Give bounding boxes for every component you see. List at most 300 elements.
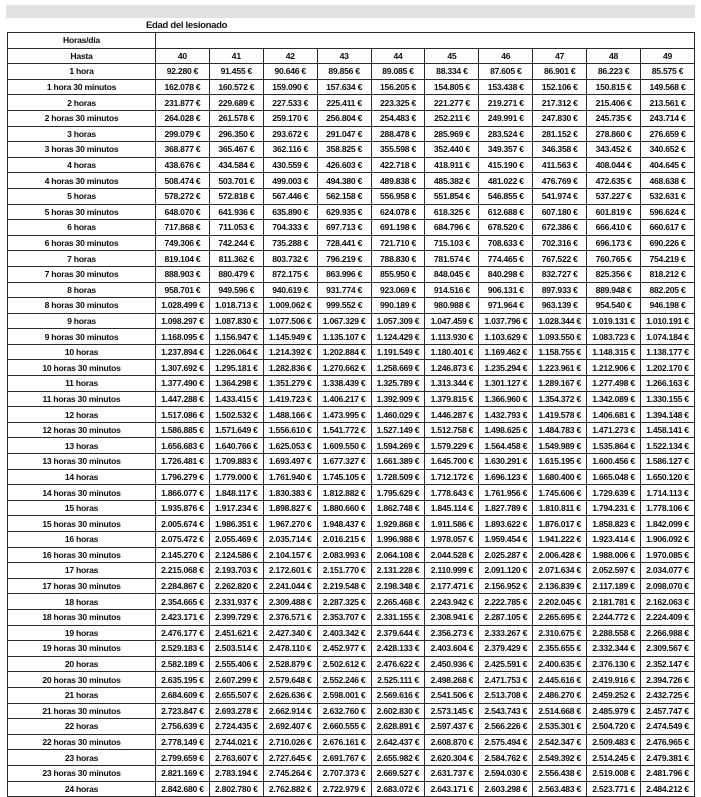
row-label: 22 horas: [8, 719, 156, 735]
rate-cell: 2.655.982 €: [371, 750, 425, 766]
rate-cell: 1.366.960 €: [479, 391, 533, 407]
rate-cell: 278.860 €: [587, 126, 641, 142]
rate-cell: 1.180.401 €: [425, 344, 479, 360]
rate-cell: 1.906.092 €: [641, 532, 695, 548]
table-row: [8, 110, 695, 126]
rate-cell: 2.541.506 €: [425, 687, 479, 703]
rate-cell: 1.970.085 €: [641, 547, 695, 563]
row-label: 13 horas 30 minutos: [8, 454, 156, 470]
rate-cell: 556.958 €: [371, 188, 425, 204]
rate-cell: 256.804 €: [317, 110, 371, 126]
rate-cell: 2.756.639 €: [156, 719, 210, 735]
rate-cell: 1.880.660 €: [317, 500, 371, 516]
rate-cell: 2.692.407 €: [263, 719, 317, 735]
rate-cell: 1.330.155 €: [641, 391, 695, 407]
rate-cell: 485.382 €: [425, 173, 479, 189]
rate-cell: 2.607.299 €: [209, 672, 263, 688]
rate-cell: 1.778.106 €: [641, 500, 695, 516]
row-label: 24 horas: [8, 781, 156, 797]
rate-cell: 2.445.616 €: [533, 672, 587, 688]
rate-cell: 2.309.488 €: [263, 594, 317, 610]
row-label: 14 horas 30 minutos: [8, 485, 156, 501]
rate-cell: 715.103 €: [425, 235, 479, 251]
table-row: [8, 454, 695, 470]
rate-cell: 2.427.340 €: [263, 625, 317, 641]
rate-cell: 1.258.669 €: [371, 360, 425, 376]
table-row: [8, 781, 695, 797]
rate-cell: 2.802.780 €: [209, 781, 263, 797]
rate-cell: 2.799.659 €: [156, 750, 210, 766]
rate-cell: 2.034.077 €: [641, 563, 695, 579]
rate-cell: 1.893.622 €: [479, 516, 533, 532]
rate-cell: 980.988 €: [425, 298, 479, 314]
row-label: 15 horas 30 minutos: [8, 516, 156, 532]
rate-cell: 2.117.189 €: [587, 578, 641, 594]
rate-cell: 1.473.995 €: [317, 407, 371, 423]
rate-cell: 2.450.936 €: [425, 656, 479, 672]
rate-cell: 562.158 €: [317, 188, 371, 204]
table-row: [8, 298, 695, 314]
table-row: [8, 204, 695, 220]
rate-cell: 1.295.181 €: [209, 360, 263, 376]
rate-cell: 2.151.770 €: [317, 563, 371, 579]
column-header-age-41: 41: [209, 48, 263, 64]
rate-cell: 2.498.268 €: [425, 672, 479, 688]
rate-cell: 2.309.567 €: [641, 641, 695, 657]
rate-cell: 2.025.287 €: [479, 547, 533, 563]
table-row: [8, 360, 695, 376]
rate-cell: 888.903 €: [156, 266, 210, 282]
rate-cell: 2.332.344 €: [587, 641, 641, 657]
row-label: 13 horas: [8, 438, 156, 454]
rate-cell: 1.074.184 €: [641, 329, 695, 345]
rate-cell: 2.584.762 €: [479, 750, 533, 766]
rate-cell: 2.691.767 €: [317, 750, 371, 766]
rate-cell: 89.085 €: [371, 64, 425, 80]
rate-cell: 86.901 €: [533, 64, 587, 80]
column-header-age-47: 47: [533, 48, 587, 64]
rate-cell: 87.605 €: [479, 64, 533, 80]
rate-cell: 2.379.429 €: [479, 641, 533, 657]
rate-cell: 1.488.166 €: [263, 407, 317, 423]
table-row: [8, 220, 695, 236]
rate-cell: 2.525.111 €: [371, 672, 425, 688]
rate-cell: 1.338.439 €: [317, 376, 371, 392]
rate-cell: 624.078 €: [371, 204, 425, 220]
rate-cell: 1.214.392 €: [263, 344, 317, 360]
rate-cell: 2.376.130 €: [587, 656, 641, 672]
rate-cell: 2.091.120 €: [479, 563, 533, 579]
rate-cell: 2.202.045 €: [533, 594, 587, 610]
header-hours-per-day: Horas/día: [8, 33, 156, 49]
rate-cell: 1.929.868 €: [371, 516, 425, 532]
rate-cell: 572.818 €: [209, 188, 263, 204]
rate-cell: 1.726.481 €: [156, 454, 210, 470]
rate-cell: 2.005.674 €: [156, 516, 210, 532]
rate-cell: 2.354.665 €: [156, 594, 210, 610]
rate-cell: 503.701 €: [209, 173, 263, 189]
row-label: 16 horas: [8, 532, 156, 548]
rate-cell: 2.608.870 €: [425, 734, 479, 750]
rate-cell: 880.479 €: [209, 266, 263, 282]
table-row: [8, 532, 695, 548]
rate-cell: 227.533 €: [263, 95, 317, 111]
table-row: [8, 516, 695, 532]
rate-cell: 494.380 €: [317, 173, 371, 189]
rate-cell: 1.745.105 €: [317, 469, 371, 485]
rate-cell: 343.452 €: [587, 142, 641, 158]
rate-cell: 2.582.189 €: [156, 656, 210, 672]
row-label: 6 horas: [8, 220, 156, 236]
rate-cell: 1.830.383 €: [263, 485, 317, 501]
rate-cell: 2.222.785 €: [479, 594, 533, 610]
table-row: [8, 734, 695, 750]
rate-cell: 499.003 €: [263, 173, 317, 189]
rate-cell: 2.098.070 €: [641, 578, 695, 594]
rate-cell: 931.774 €: [317, 282, 371, 298]
rate-cell: 2.762.882 €: [263, 781, 317, 797]
row-label: 17 horas: [8, 563, 156, 579]
rate-cell: 2.172.601 €: [263, 563, 317, 579]
rate-cell: 1.270.662 €: [317, 360, 371, 376]
row-label: 8 horas: [8, 282, 156, 298]
rate-cell: 346.358 €: [533, 142, 587, 158]
rate-cell: 1.145.949 €: [263, 329, 317, 345]
rate-cell: 660.617 €: [641, 220, 695, 236]
rate-cell: 2.476.177 €: [156, 625, 210, 641]
rate-cell: 1.148.315 €: [587, 344, 641, 360]
rate-cell: 2.044.528 €: [425, 547, 479, 563]
rate-cell: 1.656.683 €: [156, 438, 210, 454]
row-label: 19 horas: [8, 625, 156, 641]
rate-cell: 2.181.781 €: [587, 594, 641, 610]
table-row: [8, 578, 695, 594]
rate-cell: 774.465 €: [479, 251, 533, 267]
rate-cell: 1.541.772 €: [317, 422, 371, 438]
rate-cell: 1.067.329 €: [317, 313, 371, 329]
rate-cell: 2.016.215 €: [317, 532, 371, 548]
rate-cell: 231.877 €: [156, 95, 210, 111]
rate-cell: 717.868 €: [156, 220, 210, 236]
rate-cell: 2.331.937 €: [209, 594, 263, 610]
rate-cell: 1.379.815 €: [425, 391, 479, 407]
row-label: 2 horas: [8, 95, 156, 111]
rate-cell: 1.158.755 €: [533, 344, 587, 360]
rate-cell: 245.735 €: [587, 110, 641, 126]
table-row: [8, 173, 695, 189]
rate-cell: 1.325.789 €: [371, 376, 425, 392]
rate-cell: 601.819 €: [587, 204, 641, 220]
rate-cell: 1.625.053 €: [263, 438, 317, 454]
rate-cell: 299.079 €: [156, 126, 210, 142]
table-header-row-hours: [8, 33, 695, 49]
row-label: 3 horas 30 minutos: [8, 142, 156, 158]
row-label: 21 horas: [8, 687, 156, 703]
rate-cell: 1.277.498 €: [587, 376, 641, 392]
rate-cell: 1.728.509 €: [371, 469, 425, 485]
rate-cell: 2.552.246 €: [317, 672, 371, 688]
rate-cell: 735.288 €: [263, 235, 317, 251]
rate-cell: 1.988.006 €: [587, 547, 641, 563]
row-label: 16 horas 30 minutos: [8, 547, 156, 563]
rate-cell: 2.631.737 €: [425, 765, 479, 781]
rate-cell: 825.356 €: [587, 266, 641, 282]
rate-cell: 358.825 €: [317, 142, 371, 158]
table-row: [8, 64, 695, 80]
table-row: [8, 469, 695, 485]
rate-cell: 1.714.113 €: [641, 485, 695, 501]
rate-cell: 1.640.766 €: [209, 438, 263, 454]
rate-cell: 2.579.648 €: [263, 672, 317, 688]
rate-cell: 1.522.134 €: [641, 438, 695, 454]
rate-cell: 1.978.057 €: [425, 532, 479, 548]
rate-cell: 690.226 €: [641, 235, 695, 251]
rate-cell: 1.842.099 €: [641, 516, 695, 532]
table-row: [8, 313, 695, 329]
rate-cell: 708.633 €: [479, 235, 533, 251]
table-row: [8, 142, 695, 158]
rate-cell: 1.226.064 €: [209, 344, 263, 360]
rate-cell: 247.830 €: [533, 110, 587, 126]
rate-cell: 607.180 €: [533, 204, 587, 220]
rate-cell: 1.212.906 €: [587, 360, 641, 376]
table-row: [8, 703, 695, 719]
rate-cell: 1.696.123 €: [479, 469, 533, 485]
rate-cell: 1.037.796 €: [479, 313, 533, 329]
rate-cell: 2.543.743 €: [479, 703, 533, 719]
row-label: 14 horas: [8, 469, 156, 485]
rate-cell: 1.313.344 €: [425, 376, 479, 392]
rate-cell: 254.483 €: [371, 110, 425, 126]
row-label: 3 horas: [8, 126, 156, 142]
rate-cell: 1.794.231 €: [587, 500, 641, 516]
rate-cell: 2.459.252 €: [587, 687, 641, 703]
rate-cell: 476.769 €: [533, 173, 587, 189]
rate-cell: 2.519.008 €: [587, 765, 641, 781]
rate-cell: 949.596 €: [209, 282, 263, 298]
rate-cell: 2.535.301 €: [533, 719, 587, 735]
rate-cell: 2.356.273 €: [425, 625, 479, 641]
rate-cell: 2.502.612 €: [317, 656, 371, 672]
rate-cell: 2.476.622 €: [371, 656, 425, 672]
rate-cell: 92.280 €: [156, 64, 210, 80]
rate-cell: 2.484.212 €: [641, 781, 695, 797]
rate-cell: 1.779.000 €: [209, 469, 263, 485]
table-row: [8, 126, 695, 142]
rate-cell: 1.517.086 €: [156, 407, 210, 423]
rate-cell: 2.529.183 €: [156, 641, 210, 657]
table-row: [8, 594, 695, 610]
rate-cell: 1.845.114 €: [425, 500, 479, 516]
rate-cell: 2.594.030 €: [479, 765, 533, 781]
rate-cell: 818.212 €: [641, 266, 695, 282]
rate-cell: 1.935.876 €: [156, 500, 210, 516]
rate-cell: 415.190 €: [479, 157, 533, 173]
rate-cell: 897.933 €: [533, 282, 587, 298]
rate-cell: 1.392.909 €: [371, 391, 425, 407]
table-row: [8, 625, 695, 641]
rate-cell: 1.282.836 €: [263, 360, 317, 376]
rate-cell: 1.564.458 €: [479, 438, 533, 454]
rate-cell: 422.718 €: [371, 157, 425, 173]
rate-cell: 2.145.270 €: [156, 547, 210, 563]
rate-cell: 546.855 €: [479, 188, 533, 204]
rate-cell: 1.342.089 €: [587, 391, 641, 407]
table-row: [8, 95, 695, 111]
rate-cell: 2.528.879 €: [263, 656, 317, 672]
table-row: [8, 251, 695, 267]
rate-cell: 1.087.830 €: [209, 313, 263, 329]
rate-cell: 2.457.747 €: [641, 703, 695, 719]
rate-cell: 872.175 €: [263, 266, 317, 282]
row-label: 15 horas: [8, 500, 156, 516]
rate-cell: 2.266.988 €: [641, 625, 695, 641]
rate-cell: 1.419.578 €: [533, 407, 587, 423]
rate-cell: 150.815 €: [587, 79, 641, 95]
rate-cell: 1.057.309 €: [371, 313, 425, 329]
rate-cell: 1.858.823 €: [587, 516, 641, 532]
rate-cell: 1.729.639 €: [587, 485, 641, 501]
rate-cell: 215.406 €: [587, 95, 641, 111]
rate-cell: 2.124.586 €: [209, 547, 263, 563]
rate-cell: 2.566.226 €: [479, 719, 533, 735]
rate-cell: 2.136.839 €: [533, 578, 587, 594]
rate-cell: 1.609.550 €: [317, 438, 371, 454]
rate-cell: 2.265.468 €: [371, 594, 425, 610]
rate-cell: 2.504.720 €: [587, 719, 641, 735]
rate-cell: 154.805 €: [425, 79, 479, 95]
rate-cell: 1.019.131 €: [587, 313, 641, 329]
rate-cell: 958.701 €: [156, 282, 210, 298]
rate-cell: 1.911.586 €: [425, 516, 479, 532]
rate-cell: 2.476.965 €: [641, 734, 695, 750]
rate-cell: 2.287.105 €: [479, 609, 533, 625]
rate-cell: 760.765 €: [587, 251, 641, 267]
rate-cell: 264.028 €: [156, 110, 210, 126]
rate-cell: 2.419.916 €: [587, 672, 641, 688]
rate-cell: 889.948 €: [587, 282, 641, 298]
rate-cell: 88.334 €: [425, 64, 479, 80]
rate-cell: 2.549.392 €: [533, 750, 587, 766]
table-row: [8, 719, 695, 735]
rate-cell: 1.778.643 €: [425, 485, 479, 501]
rate-cell: 811.362 €: [209, 251, 263, 267]
row-label: 22 horas 30 minutos: [8, 734, 156, 750]
rate-cell: 281.152 €: [533, 126, 587, 142]
rate-cell: 2.479.381 €: [641, 750, 695, 766]
rate-cell: 468.638 €: [641, 173, 695, 189]
rate-cell: 1.665.048 €: [587, 469, 641, 485]
rate-cell: 1.047.459 €: [425, 313, 479, 329]
rate-cell: 711.053 €: [209, 220, 263, 236]
row-label: 2 horas 30 minutos: [8, 110, 156, 126]
rate-cell: 940.619 €: [263, 282, 317, 298]
rate-cell: 1.351.279 €: [263, 376, 317, 392]
rate-cell: 906.131 €: [479, 282, 533, 298]
row-label: 10 horas 30 minutos: [8, 360, 156, 376]
rate-cell: 2.722.979 €: [317, 781, 371, 797]
rate-cell: 2.156.952 €: [479, 578, 533, 594]
table-row: [8, 235, 695, 251]
rate-cell: 2.400.635 €: [533, 656, 587, 672]
rate-cell: 1.354.372 €: [533, 391, 587, 407]
rate-cell: 641.936 €: [209, 204, 263, 220]
rate-cell: 990.189 €: [371, 298, 425, 314]
rate-cell: 221.277 €: [425, 95, 479, 111]
rate-cell: 1.967.270 €: [263, 516, 317, 532]
rate-cell: 355.598 €: [371, 142, 425, 158]
rate-cell: 296.350 €: [209, 126, 263, 142]
rate-cell: 243.714 €: [641, 110, 695, 126]
rate-cell: 1.812.882 €: [317, 485, 371, 501]
rate-cell: 2.628.891 €: [371, 719, 425, 735]
rate-cell: 1.556.610 €: [263, 422, 317, 438]
rate-cell: 2.626.636 €: [263, 687, 317, 703]
row-label: 8 horas 30 minutos: [8, 298, 156, 314]
rate-cell: 1.028.499 €: [156, 298, 210, 314]
rate-cell: 85.575 €: [641, 64, 695, 80]
rate-cell: 2.723.847 €: [156, 703, 210, 719]
rate-cell: 2.643.171 €: [425, 781, 479, 797]
table-row: [8, 563, 695, 579]
rate-cell: 2.684.609 €: [156, 687, 210, 703]
rate-cell: 840.298 €: [479, 266, 533, 282]
rate-cell: 2.745.264 €: [263, 765, 317, 781]
rate-cell: 1.796.279 €: [156, 469, 210, 485]
rate-cell: 1.941.222 €: [533, 532, 587, 548]
table-row: [8, 609, 695, 625]
row-label: 5 horas 30 minutos: [8, 204, 156, 220]
rate-cell: 1.307.692 €: [156, 360, 210, 376]
row-label: 9 horas: [8, 313, 156, 329]
rate-cell: 2.006.428 €: [533, 547, 587, 563]
rate-cell: 648.070 €: [156, 204, 210, 220]
rate-cell: 1.364.298 €: [209, 376, 263, 392]
row-label: 12 horas: [8, 407, 156, 423]
rate-cell: 368.877 €: [156, 142, 210, 158]
rate-cell: 1.661.389 €: [371, 454, 425, 470]
rate-cell: 1.827.789 €: [479, 500, 533, 516]
rate-cell: 788.830 €: [371, 251, 425, 267]
rate-cell: 2.215.068 €: [156, 563, 210, 579]
rate-cell: 1.266.163 €: [641, 376, 695, 392]
row-label: 19 horas 30 minutos: [8, 641, 156, 657]
rate-cell: 629.935 €: [317, 204, 371, 220]
rate-cell: 2.243.942 €: [425, 594, 479, 610]
rate-cell: 1.394.148 €: [641, 407, 695, 423]
rate-cell: 438.676 €: [156, 157, 210, 173]
rate-cell: 411.563 €: [533, 157, 587, 173]
rate-cell: 2.052.597 €: [587, 563, 641, 579]
rate-cell: 1.535.864 €: [587, 438, 641, 454]
table-row: [8, 282, 695, 298]
rate-cell: 1.406.681 €: [587, 407, 641, 423]
rate-cell: 2.486.270 €: [533, 687, 587, 703]
rate-cell: 691.198 €: [371, 220, 425, 236]
rate-cell: 2.131.228 €: [371, 563, 425, 579]
rate-cell: 1.709.883 €: [209, 454, 263, 470]
rate-cell: 352.440 €: [425, 142, 479, 158]
rate-cell: 2.556.438 €: [533, 765, 587, 781]
table-row: [8, 407, 695, 423]
rate-cell: 229.689 €: [209, 95, 263, 111]
rate-cell: 1.959.454 €: [479, 532, 533, 548]
rate-cell: 156.205 €: [371, 79, 425, 95]
rate-cell: 2.660.555 €: [317, 719, 371, 735]
rate-cell: 430.559 €: [263, 157, 317, 173]
row-label: 11 horas 30 minutos: [8, 391, 156, 407]
rate-cell: 1.460.029 €: [371, 407, 425, 423]
